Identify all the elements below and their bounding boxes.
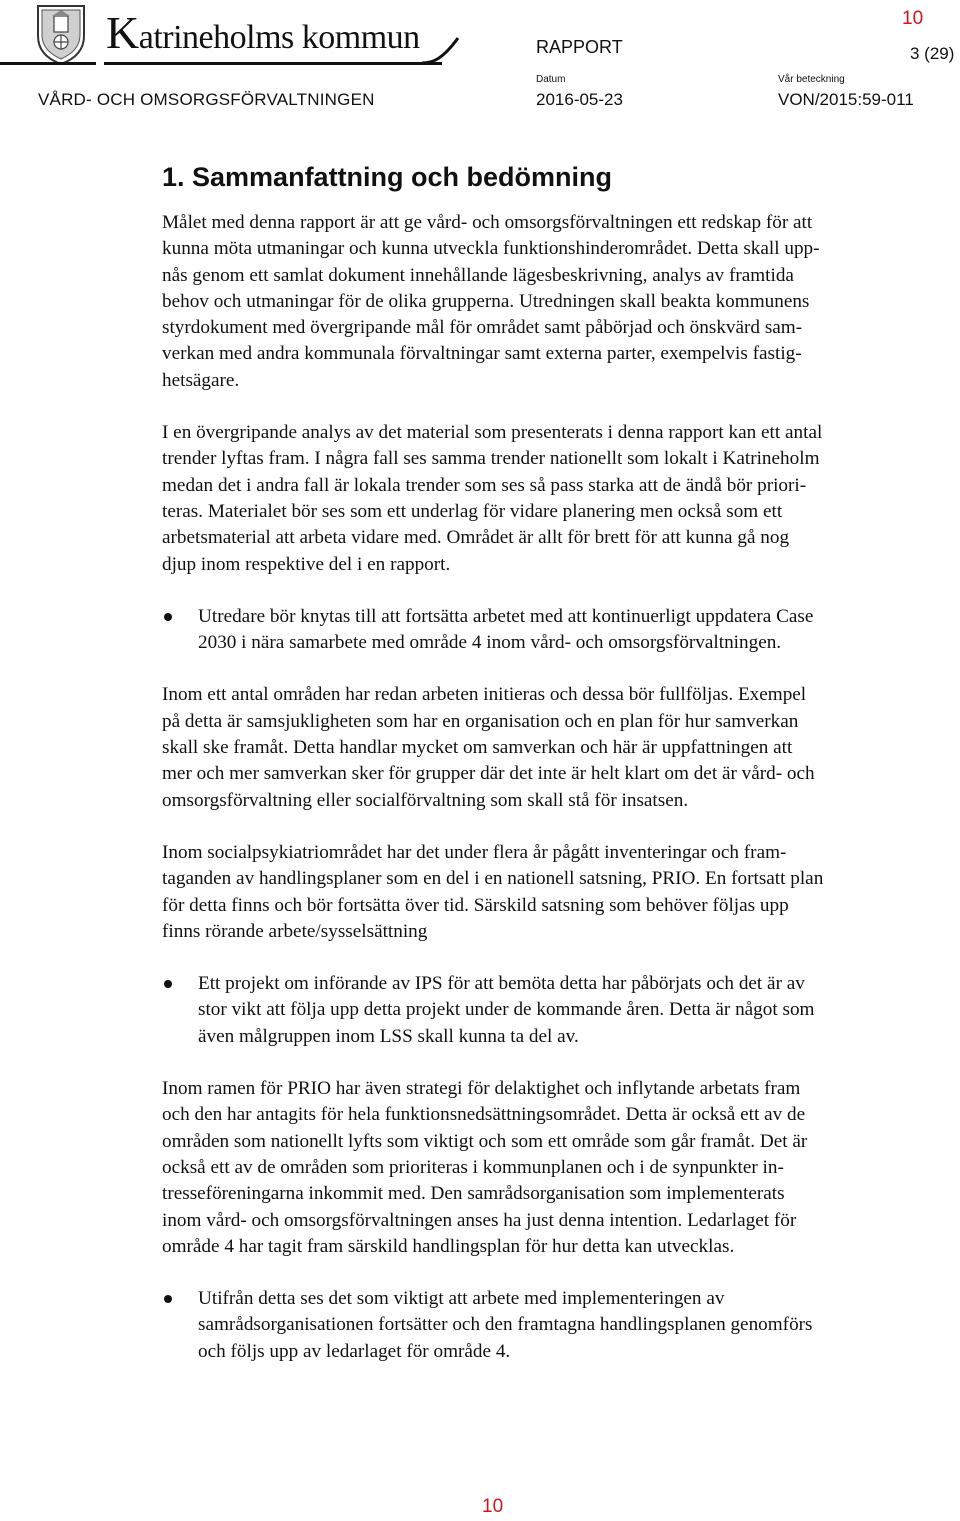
text-line: för detta finns och bör fortsätta över tid. Särskild satsning som behöver följas upp xyxy=(162,894,789,916)
text-line: I en övergripande analys av det material som presenterats i denna rapport kan ett antal xyxy=(162,422,823,444)
text-line: verkan med andra kommunala förvaltningar samt externa parter, exempelvis fastig- xyxy=(162,343,802,365)
header-swoosh-ornament xyxy=(420,34,460,66)
text-line: Utredare bör knytas till att fortsätta arbetet med att kontinuerligt uppdatera Case xyxy=(198,605,814,627)
report-body xyxy=(162,210,952,1391)
text-line: taganden av handlingsplaner som en del i en nationell satsning, PRIO. En fortsatt plan xyxy=(162,868,824,890)
bullet-dot-icon xyxy=(164,613,172,621)
text-line: teras. Materialet bör ses som ett underlag för vidare planering men också som ett xyxy=(162,500,783,522)
text-line: mer och mer samverkan sker för grupper där det inte är helt klart om det är vård- och xyxy=(162,763,815,785)
text-line: 2030 i nära samarbete med område 4 inom vård- och omsorgsförvaltningen. xyxy=(198,632,782,654)
text-line: styrdokument med övergripande mål för området samt påbörjad och önskvärd sam- xyxy=(162,317,803,339)
bullet-item xyxy=(162,971,952,1050)
page-count: 3 (29) xyxy=(910,44,955,63)
paragraph xyxy=(162,840,952,945)
municipality-name: Katrineholms kommun xyxy=(106,7,420,58)
text-line: områden som nationellt lyfts som viktigt och som ett område som går framåt. Det är xyxy=(162,1130,808,1152)
text-line: stor vikt att följa upp detta projekt under de kommande åren. Detta är något som xyxy=(198,999,815,1021)
text-line: nås genom ett samlat dokument innehållande lägesbeskrivning, analys av framtida xyxy=(162,264,794,286)
text-line: Inom ramen för PRIO har även strategi för delaktighet och inflytande arbetats fram xyxy=(162,1078,801,1100)
text-line: trender lyftas fram. I några fall ses samma trender nationellt som lokalt i Katrineholm xyxy=(162,448,820,470)
text-line: inom vård- och omsorgsförvaltningen anses ha just denna intention. Ledarlaget för xyxy=(162,1209,797,1231)
reference-label: Vår beteckning xyxy=(778,74,845,85)
bullet-dot-icon xyxy=(164,1295,172,1303)
text-line: omsorgsförvaltning eller socialförvaltning som skall stå för insatsen. xyxy=(162,789,689,811)
page-marker: 10 xyxy=(902,8,924,29)
text-line: finns rörande arbete/sysselsättning xyxy=(162,920,428,942)
text-line: även målgruppen inom LSS skall kunna ta del av. xyxy=(198,1025,579,1047)
text-line: Inom socialpsykiatriområdet har det under flera år pågått inventeringar och fram- xyxy=(162,841,787,863)
date-value: 2016-05-23 xyxy=(536,90,623,109)
text-line: också ett av de områden som prioriteras i kommunplanen och i de synpunkter in- xyxy=(162,1156,784,1178)
text-line: djup inom respektive del i en rapport. xyxy=(162,553,451,575)
paragraph xyxy=(162,210,952,394)
bullet-item xyxy=(162,1286,952,1365)
header-rule-left xyxy=(0,62,96,65)
paragraph xyxy=(162,682,952,813)
footer-page-number: 10 xyxy=(482,1496,504,1517)
text-line: och den har antagits för hela funktionsnedsättningsområdet. Detta är också ett av de xyxy=(162,1104,806,1126)
text-line: hetsägare. xyxy=(162,369,240,391)
text-line: medan det i andra fall är lokala trender som ses så pass starka att de ändå bör priori- xyxy=(162,474,807,496)
paragraph xyxy=(162,1076,952,1260)
text-line: kunna möta utmaningar och kunna utveckla funktionshinderområdet. Detta skall upp- xyxy=(162,238,820,260)
text-line: arbetsmaterial att arbeta vidare med. Området är allt för brett för att kunna gå nog xyxy=(162,527,790,549)
text-line: behov och utmaningar för de olika grupperna. Utredningen skall beakta kommunens xyxy=(162,290,810,312)
header-rule-right xyxy=(104,62,442,65)
municipal-crest-logo xyxy=(34,2,88,66)
text-line: samrådsorganisationen fortsätter och den framtagna handlingsplanen genomförs xyxy=(198,1314,813,1336)
text-line: Inom ett antal områden har redan arbeten initieras och dessa bör fullföljas. Exempel xyxy=(162,684,807,706)
date-label: Datum xyxy=(536,74,566,85)
text-line: skall ske framåt. Detta handlar mycket om samverkan och här är uppfattningen att xyxy=(162,737,793,759)
text-line: på detta är samsjukligheten som har en organisation och en plan för hur samverkan xyxy=(162,710,799,732)
organization-name: VÅRD- OCH OMSORGSFÖRVALTNINGEN xyxy=(38,90,375,109)
paragraph xyxy=(162,420,952,578)
bullet-dot-icon xyxy=(164,980,172,988)
text-line: Utifrån detta ses det som viktigt att arbete med implementeringen av xyxy=(198,1288,725,1310)
section-heading: 1. Sammanfattning och bedömning xyxy=(162,162,613,192)
text-line: område 4 har tagit fram särskild handlingsplan för hur detta kan utvecklas. xyxy=(162,1235,735,1257)
document-type: RAPPORT xyxy=(536,37,623,57)
text-line: Ett projekt om införande av IPS för att bemöta detta har påbörjats och det är av xyxy=(198,973,805,995)
bullet-item xyxy=(162,604,952,657)
text-line: tresseföreningarna inkommit med. Den samrådsorganisation som implementerats xyxy=(162,1183,785,1205)
text-line: och följs upp av ledarlaget för område 4. xyxy=(198,1340,511,1362)
reference-value: VON/2015:59-011 xyxy=(778,90,914,109)
text-line: Målet med denna rapport är att ge vård- och omsorgsförvaltningen ett redskap för att xyxy=(162,212,813,233)
